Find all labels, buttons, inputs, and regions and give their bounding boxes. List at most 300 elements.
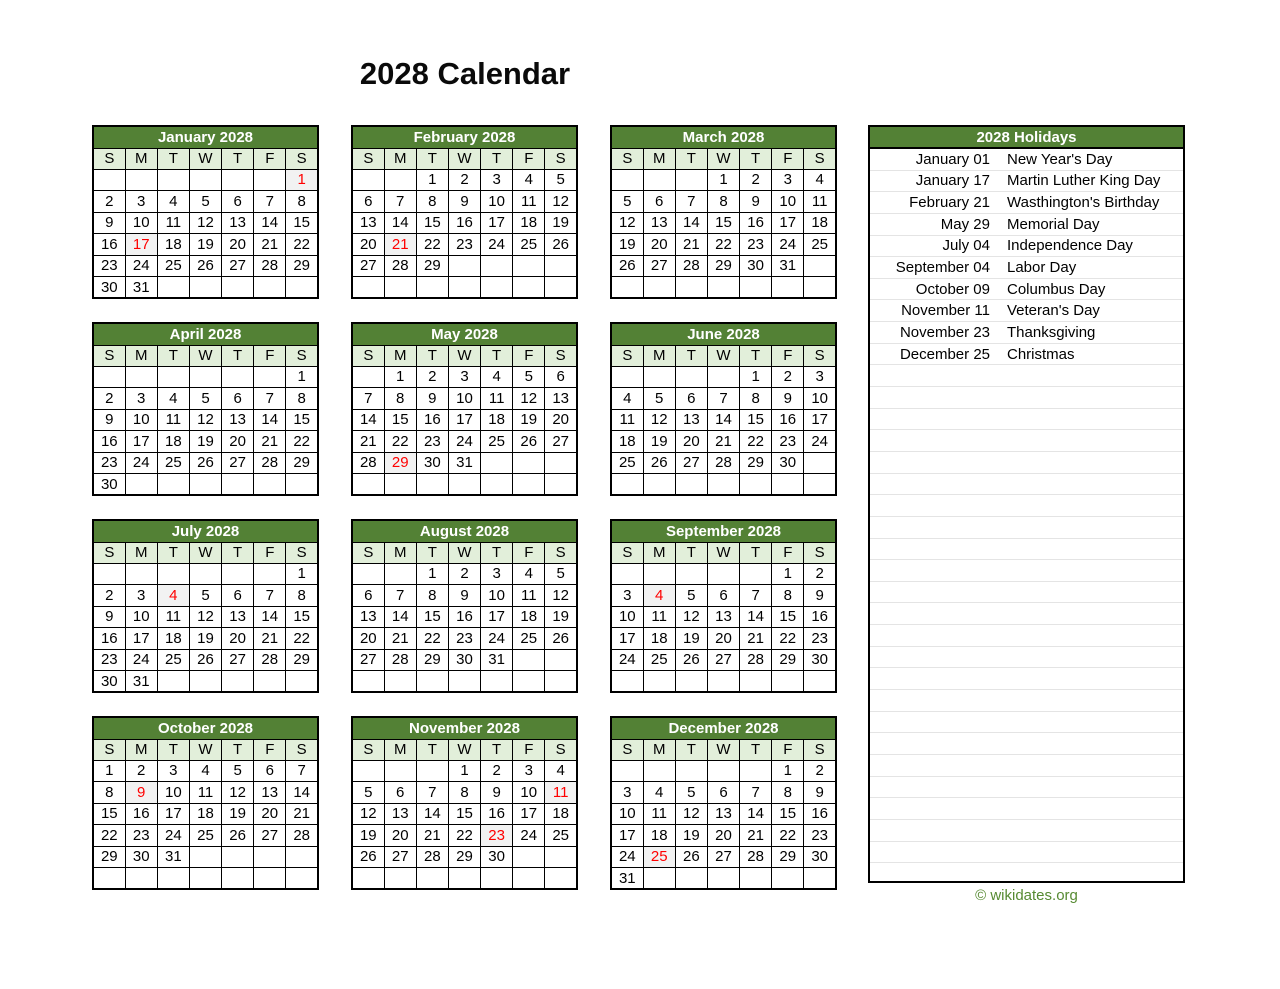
date-cell: 14	[254, 606, 286, 628]
date-cell: 30	[448, 649, 480, 671]
date-cell: 10	[125, 212, 157, 234]
date-cell: 3	[513, 760, 545, 782]
date-cell: 18	[157, 628, 189, 650]
day-of-week-cell: F	[513, 148, 545, 169]
holiday-row	[870, 236, 1183, 258]
date-cell	[448, 474, 480, 496]
date-cell: 1	[740, 366, 772, 388]
date-cell: 11	[513, 585, 545, 607]
date-cell: 21	[254, 234, 286, 256]
date-cell	[189, 563, 221, 585]
date-cell: 6	[707, 782, 739, 804]
date-cell: 9	[804, 782, 836, 804]
month-title: February 2028	[352, 126, 577, 148]
date-cell: 1	[772, 760, 804, 782]
date-cell: 9	[448, 191, 480, 213]
date-cell	[804, 868, 836, 890]
month-title: May 2028	[352, 323, 577, 345]
date-cell	[513, 452, 545, 474]
month-table	[351, 125, 578, 299]
date-cell: 10	[448, 388, 480, 410]
holiday-date: July 04	[942, 237, 990, 255]
date-cell: 26	[643, 452, 675, 474]
holiday-empty-row	[870, 777, 1183, 799]
date-cell: 15	[416, 606, 448, 628]
date-cell: 11	[643, 606, 675, 628]
date-cell	[352, 563, 384, 585]
holiday-empty-row	[870, 755, 1183, 777]
date-cell: 13	[384, 803, 416, 825]
date-cell: 28	[740, 846, 772, 868]
date-cell: 28	[286, 825, 318, 847]
date-cell	[675, 169, 707, 191]
date-cell	[254, 868, 286, 890]
date-cell: 24	[611, 846, 643, 868]
date-cell	[643, 366, 675, 388]
holiday-date: December 25	[899, 345, 990, 363]
date-cell: 30	[93, 474, 125, 496]
date-cell: 7	[254, 388, 286, 410]
date-cell: 10	[611, 803, 643, 825]
date-cell: 3	[611, 782, 643, 804]
date-cell: 8	[707, 191, 739, 213]
month-title: September 2028	[611, 520, 836, 542]
day-of-week-cell: W	[707, 148, 739, 169]
day-of-week-cell: W	[707, 739, 739, 760]
date-cell: 20	[707, 628, 739, 650]
holiday-empty-row	[870, 495, 1183, 517]
day-of-week-cell: S	[93, 542, 125, 563]
date-cell: 14	[286, 782, 318, 804]
day-of-week-cell: S	[611, 739, 643, 760]
date-cell: 30	[93, 671, 125, 693]
date-cell: 12	[545, 585, 577, 607]
date-cell: 17	[513, 803, 545, 825]
date-cell	[222, 671, 254, 693]
date-cell: 9	[416, 388, 448, 410]
day-of-week-cell: T	[481, 148, 513, 169]
date-cell: 29	[772, 846, 804, 868]
date-cell: 11	[643, 803, 675, 825]
date-cell: 11	[611, 409, 643, 431]
date-cell	[384, 868, 416, 890]
date-cell: 4	[643, 782, 675, 804]
date-cell: 6	[707, 585, 739, 607]
date-cell: 20	[545, 409, 577, 431]
holiday-name: Wasthington's Birthday	[1007, 194, 1160, 212]
holiday-empty-row	[870, 842, 1183, 864]
holiday-row	[870, 214, 1183, 236]
date-cell	[804, 255, 836, 277]
date-cell: 24	[481, 628, 513, 650]
date-cell	[222, 366, 254, 388]
date-cell: 2	[448, 169, 480, 191]
date-cell: 27	[545, 431, 577, 453]
date-cell: 11	[157, 606, 189, 628]
date-cell: 2	[416, 366, 448, 388]
date-cell	[352, 760, 384, 782]
date-cell	[481, 452, 513, 474]
date-cell: 9	[804, 585, 836, 607]
day-of-week-cell: S	[545, 739, 577, 760]
day-of-week-cell: F	[254, 542, 286, 563]
date-cell: 30	[804, 649, 836, 671]
date-cell: 17	[481, 606, 513, 628]
date-cell	[416, 671, 448, 693]
date-cell: 5	[611, 191, 643, 213]
date-cell: 21	[416, 825, 448, 847]
date-cell: 18	[189, 803, 221, 825]
date-cell: 3	[125, 585, 157, 607]
date-cell: 18	[643, 825, 675, 847]
date-cell	[189, 671, 221, 693]
holiday-name: Columbus Day	[1007, 280, 1106, 298]
date-cell: 24	[448, 431, 480, 453]
holiday-empty-row	[870, 647, 1183, 669]
day-of-week-cell: T	[157, 542, 189, 563]
holiday-date-cell: 11	[545, 782, 577, 804]
date-cell	[254, 366, 286, 388]
date-cell	[352, 366, 384, 388]
date-cell: 4	[481, 366, 513, 388]
date-cell: 31	[125, 277, 157, 299]
date-cell	[675, 563, 707, 585]
date-cell: 15	[286, 409, 318, 431]
date-cell: 14	[416, 803, 448, 825]
date-cell: 22	[384, 431, 416, 453]
day-of-week-cell: S	[352, 542, 384, 563]
day-of-week-cell: F	[772, 739, 804, 760]
date-cell	[481, 277, 513, 299]
date-cell	[286, 277, 318, 299]
holiday-empty-row	[870, 582, 1183, 604]
date-cell: 23	[125, 825, 157, 847]
date-cell: 22	[286, 628, 318, 650]
date-cell	[643, 474, 675, 496]
date-cell: 18	[643, 628, 675, 650]
date-cell: 10	[611, 606, 643, 628]
date-cell	[189, 277, 221, 299]
date-cell: 16	[448, 606, 480, 628]
date-cell: 27	[222, 649, 254, 671]
date-cell: 7	[384, 585, 416, 607]
date-cell: 21	[707, 431, 739, 453]
day-of-week-cell: S	[545, 542, 577, 563]
holiday-empty-row	[870, 474, 1183, 496]
date-cell: 29	[740, 452, 772, 474]
date-cell: 8	[416, 191, 448, 213]
day-of-week-cell: T	[740, 345, 772, 366]
date-cell	[352, 169, 384, 191]
date-cell	[611, 169, 643, 191]
holiday-empty-row	[870, 387, 1183, 409]
date-cell: 2	[125, 760, 157, 782]
date-cell: 29	[416, 649, 448, 671]
date-cell: 17	[157, 803, 189, 825]
date-cell: 7	[286, 760, 318, 782]
month-table	[610, 322, 837, 496]
date-cell: 3	[448, 366, 480, 388]
date-cell: 2	[772, 366, 804, 388]
day-of-week-cell: S	[611, 542, 643, 563]
date-cell	[481, 868, 513, 890]
holiday-date-cell: 25	[643, 846, 675, 868]
date-cell	[286, 671, 318, 693]
holiday-empty-row	[870, 452, 1183, 474]
months-grid	[92, 125, 837, 890]
day-of-week-cell: T	[740, 148, 772, 169]
month-title: December 2028	[611, 717, 836, 739]
day-of-week-cell: T	[157, 739, 189, 760]
holiday-empty-row	[870, 560, 1183, 582]
date-cell	[254, 277, 286, 299]
holiday-date: January 01	[915, 150, 990, 168]
date-cell: 25	[545, 825, 577, 847]
date-cell: 3	[125, 191, 157, 213]
date-cell: 14	[740, 803, 772, 825]
date-cell: 21	[254, 431, 286, 453]
date-cell	[384, 277, 416, 299]
date-cell	[513, 868, 545, 890]
date-cell	[804, 671, 836, 693]
date-cell	[286, 474, 318, 496]
date-cell	[611, 563, 643, 585]
date-cell: 30	[93, 277, 125, 299]
date-cell	[125, 868, 157, 890]
date-cell: 27	[643, 255, 675, 277]
day-of-week-cell: F	[772, 345, 804, 366]
date-cell	[286, 846, 318, 868]
date-cell: 13	[707, 606, 739, 628]
date-cell: 1	[707, 169, 739, 191]
date-cell	[157, 563, 189, 585]
date-cell	[707, 366, 739, 388]
holidays-panel	[868, 125, 1185, 883]
date-cell: 4	[804, 169, 836, 191]
date-cell: 25	[157, 452, 189, 474]
date-cell: 28	[675, 255, 707, 277]
day-of-week-cell: S	[93, 345, 125, 366]
date-cell	[254, 671, 286, 693]
date-cell: 30	[481, 846, 513, 868]
date-cell	[675, 760, 707, 782]
date-cell: 8	[772, 585, 804, 607]
date-cell: 28	[254, 255, 286, 277]
date-cell	[740, 563, 772, 585]
date-cell: 8	[772, 782, 804, 804]
date-cell: 19	[643, 431, 675, 453]
day-of-week-cell: W	[448, 542, 480, 563]
date-cell: 23	[740, 234, 772, 256]
date-cell: 24	[125, 255, 157, 277]
date-cell: 27	[352, 255, 384, 277]
day-of-week-cell: T	[157, 345, 189, 366]
date-cell: 17	[448, 409, 480, 431]
date-cell: 13	[707, 803, 739, 825]
holiday-date: May 29	[940, 215, 990, 233]
date-cell: 19	[222, 803, 254, 825]
date-cell: 13	[675, 409, 707, 431]
date-cell	[707, 277, 739, 299]
date-cell	[643, 671, 675, 693]
day-of-week-cell: T	[675, 345, 707, 366]
holiday-date: January 17	[915, 172, 990, 190]
date-cell: 25	[157, 255, 189, 277]
date-cell: 25	[611, 452, 643, 474]
date-cell: 4	[157, 388, 189, 410]
date-cell: 24	[125, 649, 157, 671]
month-title: January 2028	[93, 126, 318, 148]
day-of-week-cell: T	[157, 148, 189, 169]
date-cell	[125, 169, 157, 191]
date-cell: 23	[93, 452, 125, 474]
date-cell: 21	[740, 628, 772, 650]
date-cell: 30	[416, 452, 448, 474]
date-cell: 22	[286, 234, 318, 256]
day-of-week-cell: F	[772, 542, 804, 563]
date-cell	[189, 169, 221, 191]
date-cell: 26	[513, 431, 545, 453]
day-of-week-cell: F	[513, 739, 545, 760]
date-cell: 24	[611, 649, 643, 671]
holiday-name: New Year's Day	[1007, 150, 1113, 168]
date-cell: 29	[772, 649, 804, 671]
date-cell: 30	[740, 255, 772, 277]
date-cell	[643, 760, 675, 782]
date-cell: 6	[222, 191, 254, 213]
date-cell: 22	[772, 825, 804, 847]
date-cell	[481, 474, 513, 496]
date-cell: 17	[611, 825, 643, 847]
date-cell	[513, 277, 545, 299]
date-cell: 22	[707, 234, 739, 256]
date-cell: 2	[448, 563, 480, 585]
day-of-week-cell: S	[286, 542, 318, 563]
day-of-week-cell: T	[222, 542, 254, 563]
date-cell: 25	[513, 628, 545, 650]
date-cell: 7	[254, 191, 286, 213]
holiday-name: Thanksgiving	[1007, 323, 1096, 341]
date-cell: 18	[157, 234, 189, 256]
day-of-week-cell: T	[481, 345, 513, 366]
date-cell: 13	[222, 212, 254, 234]
date-cell	[675, 366, 707, 388]
date-cell	[416, 474, 448, 496]
date-cell: 20	[675, 431, 707, 453]
date-cell: 4	[513, 563, 545, 585]
date-cell: 28	[254, 649, 286, 671]
date-cell: 13	[222, 409, 254, 431]
date-cell: 11	[481, 388, 513, 410]
date-cell: 10	[772, 191, 804, 213]
date-cell: 20	[707, 825, 739, 847]
date-cell: 16	[93, 431, 125, 453]
day-of-week-cell: M	[125, 148, 157, 169]
date-cell: 17	[125, 628, 157, 650]
date-cell: 19	[189, 628, 221, 650]
date-cell	[545, 277, 577, 299]
date-cell: 17	[804, 409, 836, 431]
date-cell	[643, 169, 675, 191]
month-table	[92, 519, 319, 693]
holiday-date-cell: 23	[481, 825, 513, 847]
date-cell: 12	[675, 606, 707, 628]
date-cell: 5	[675, 782, 707, 804]
date-cell: 25	[804, 234, 836, 256]
date-cell: 6	[675, 388, 707, 410]
date-cell: 12	[352, 803, 384, 825]
date-cell: 22	[416, 628, 448, 650]
day-of-week-cell: M	[643, 345, 675, 366]
day-of-week-cell: T	[416, 739, 448, 760]
date-cell: 7	[416, 782, 448, 804]
date-cell: 13	[643, 212, 675, 234]
date-cell: 23	[448, 234, 480, 256]
date-cell	[254, 474, 286, 496]
day-of-week-cell: M	[384, 739, 416, 760]
day-of-week-cell: M	[125, 542, 157, 563]
date-cell	[545, 255, 577, 277]
date-cell: 15	[740, 409, 772, 431]
date-cell: 12	[643, 409, 675, 431]
holiday-date-cell: 17	[125, 234, 157, 256]
date-cell	[448, 868, 480, 890]
date-cell	[157, 868, 189, 890]
date-cell: 29	[448, 846, 480, 868]
date-cell: 22	[93, 825, 125, 847]
date-cell: 21	[384, 628, 416, 650]
date-cell: 11	[157, 212, 189, 234]
date-cell	[222, 277, 254, 299]
date-cell	[93, 563, 125, 585]
month-title: April 2028	[93, 323, 318, 345]
date-cell: 21	[286, 803, 318, 825]
date-cell: 27	[707, 649, 739, 671]
day-of-week-cell: T	[416, 345, 448, 366]
month-table	[92, 716, 319, 890]
date-cell	[513, 255, 545, 277]
holiday-date-cell: 4	[643, 585, 675, 607]
date-cell: 4	[513, 169, 545, 191]
date-cell: 24	[125, 452, 157, 474]
day-of-week-cell: T	[481, 739, 513, 760]
date-cell: 3	[157, 760, 189, 782]
date-cell: 20	[254, 803, 286, 825]
date-cell: 27	[384, 846, 416, 868]
date-cell	[254, 563, 286, 585]
date-cell	[611, 366, 643, 388]
date-cell: 21	[254, 628, 286, 650]
holiday-empty-row	[870, 690, 1183, 712]
date-cell	[513, 649, 545, 671]
date-cell: 1	[772, 563, 804, 585]
date-cell: 19	[675, 825, 707, 847]
day-of-week-cell: F	[513, 542, 545, 563]
day-of-week-cell: S	[352, 345, 384, 366]
date-cell: 2	[740, 169, 772, 191]
date-cell: 29	[286, 452, 318, 474]
date-cell	[675, 868, 707, 890]
day-of-week-cell: W	[707, 345, 739, 366]
date-cell	[384, 169, 416, 191]
day-of-week-cell: M	[643, 148, 675, 169]
date-cell: 27	[254, 825, 286, 847]
date-cell: 16	[772, 409, 804, 431]
date-cell	[545, 452, 577, 474]
date-cell: 24	[804, 431, 836, 453]
date-cell: 2	[93, 585, 125, 607]
date-cell: 12	[675, 803, 707, 825]
